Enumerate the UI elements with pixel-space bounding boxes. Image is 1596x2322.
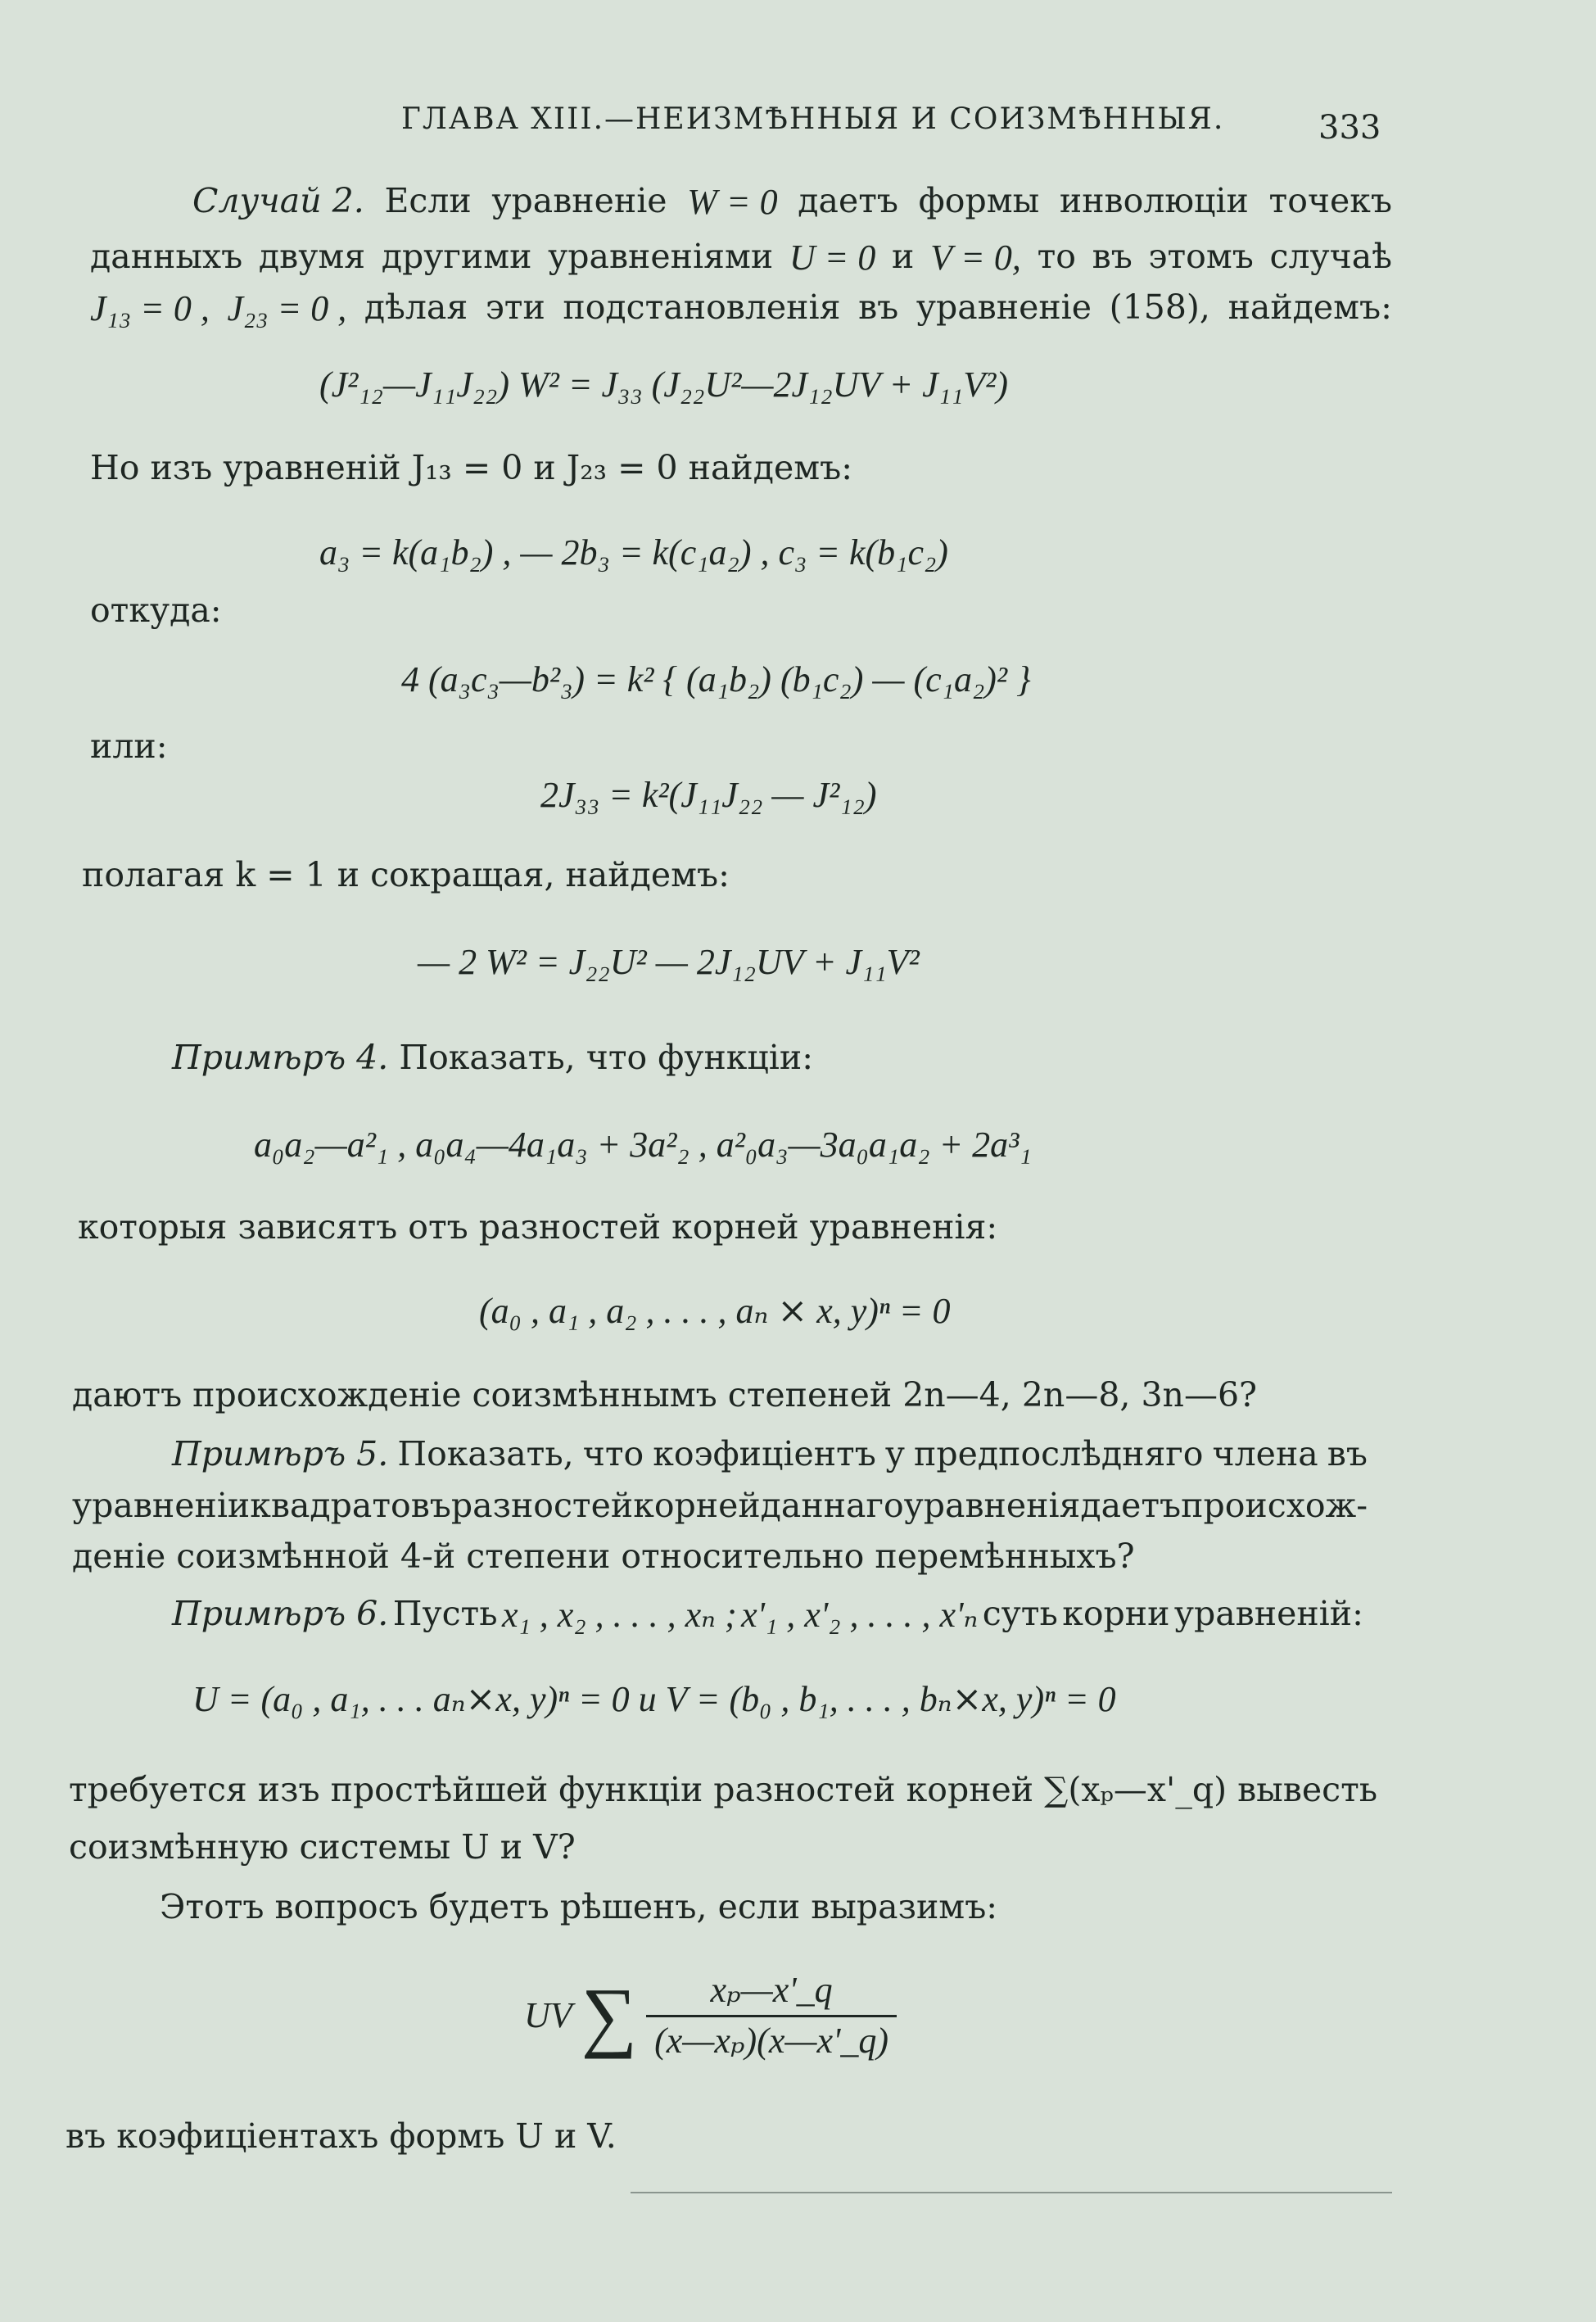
word: корней	[633, 1486, 761, 1525]
text-line: или:	[90, 726, 168, 766]
example5-line-3: деніе соизмѣнной 4-й степени относительно перемѣнныхъ?	[72, 1537, 1135, 1576]
word: что	[582, 1434, 644, 1473]
text-line: которыя зависятъ отъ разностей корней уравненія:	[78, 1207, 998, 1247]
running-header: ГЛАВА XIII.—НЕИЗМѢННЫЯ И СОИЗМѢННЫЯ.	[401, 102, 1225, 136]
word: предпослѣдняго	[914, 1434, 1204, 1473]
text-line: Но изъ уравненій J₁₃ = 0 и J₂₃ = 0 найдемъ:	[90, 448, 853, 487]
word: двумя	[258, 237, 366, 276]
case2-line-1	[192, 182, 1392, 224]
inline-formula: J₂₃ = 0 ,	[227, 288, 347, 328]
word: формы	[918, 181, 1040, 220]
text-line: требуется изъ простѣйшей функціи разностей корней ∑(xₚ—x'_q) вывесть	[69, 1770, 1378, 1809]
inline-formula: J₁₃ = 0 ,	[90, 288, 210, 328]
word: этомъ	[1148, 237, 1254, 276]
word: найдемъ:	[1228, 287, 1392, 327]
word: въ	[1092, 237, 1133, 276]
word: даетъ	[1080, 1486, 1182, 1525]
word: другими	[381, 237, 532, 276]
inline-formula: U = 0	[789, 238, 876, 278]
word: подстановленія	[563, 287, 841, 327]
word: члена	[1212, 1434, 1318, 1473]
page-number: 333	[1318, 109, 1381, 147]
inline-formula: W = 0	[687, 182, 778, 222]
text-line: даютъ происхожденіе соизмѣннымъ степеней 2n—4, 2n—8, 3n—6?	[72, 1375, 1258, 1414]
example5-line-1	[172, 1435, 1368, 1473]
word: суть	[982, 1594, 1058, 1633]
word: въ	[1327, 1434, 1368, 1473]
bottom-rule	[631, 2192, 1392, 2193]
word: (158),	[1109, 287, 1210, 327]
example6-label: Примѣръ 6.	[172, 1594, 389, 1633]
case2-label: Случай 2.	[192, 181, 364, 220]
word: уравненій:	[1173, 1594, 1363, 1633]
inline-formula: x₁ , x₂ , . . . , xₙ ;	[501, 1595, 737, 1635]
word: даетъ	[798, 181, 898, 220]
word: и	[892, 237, 915, 276]
formula-7: (a₀ , a₁ , a₂ , . . . , aₙ ⨯ x, y)ⁿ = 0	[479, 1291, 951, 1331]
text-line: соизмѣнную системы U и V?	[69, 1827, 576, 1867]
word: Пусть	[392, 1594, 498, 1633]
example4-text: Показать, что функціи:	[399, 1038, 814, 1077]
word: уравненіе	[491, 181, 667, 220]
word: Показать,	[397, 1434, 574, 1473]
fraction	[646, 1970, 897, 2062]
formula-4: 2J₃₃ = k²(J₁₁J₂₂ — J²₁₂)	[540, 775, 877, 815]
word: въ	[858, 287, 899, 327]
text-line: Этотъ вопросъ будетъ рѣшенъ, если выразимъ:	[160, 1887, 998, 1926]
word: коэфиціентъ	[653, 1434, 876, 1473]
example6-line-1	[172, 1595, 1363, 1636]
word: уравненія	[903, 1486, 1081, 1525]
formula-3: 4 (a₃c₃—b²₃) = k² { (a₁b₂) (b₁c₂) — (c₁a₂)² }	[401, 659, 1031, 699]
case2-line-3	[90, 288, 1392, 330]
word: даннаго	[760, 1486, 904, 1525]
word: Если	[384, 181, 472, 220]
formula-9	[524, 1970, 897, 2062]
sum-sign: ∑	[581, 1971, 638, 2059]
word: точекъ	[1268, 181, 1392, 220]
word: уравненіями	[548, 237, 774, 276]
word: уравненіе	[916, 287, 1092, 327]
example4-line	[172, 1039, 813, 1077]
word: корни	[1062, 1594, 1170, 1633]
word: случаѣ	[1269, 237, 1392, 276]
case2-line-2	[90, 238, 1392, 279]
formula-5: — 2 W² = J₂₂U² — 2J₁₂UV + J₁₁V²	[418, 942, 920, 982]
fraction-numerator: xₚ—x'_q	[646, 1970, 897, 2017]
word: уравненіи	[72, 1486, 251, 1525]
text-line: въ коэфиціентахъ формъ U и V.	[66, 2116, 617, 2156]
formula-prefix: UV	[524, 1994, 572, 2035]
word: инволюціи	[1059, 181, 1249, 220]
word: дѣлая	[364, 287, 468, 327]
formula-2: a₃ = k(a₁b₂) , — 2b₃ = k(c₁a₂) , c₃ = k(b₁c₂)	[319, 532, 948, 573]
fraction-denominator: (x—xₚ)(x—x'_q)	[654, 2020, 889, 2061]
word: разностей	[450, 1486, 634, 1525]
formula-8: U = (a₀ , a₁, . . . aₙ⨯x, y)ⁿ = 0 и V = (b₀ , b₁, . . . , bₙ⨯x, y)ⁿ = 0	[192, 1679, 1116, 1719]
formula-1: (J²₁₂—J₁₁J₂₂) W² = J₃₃ (J₂₂U²—2J₁₂UV + J₁₁V²)	[319, 364, 1009, 405]
example5-label: Примѣръ 5.	[172, 1434, 389, 1473]
word: то	[1037, 237, 1076, 276]
inline-formula: x'₁ , x'₂ , . . . , x'ₙ	[741, 1595, 979, 1635]
text-line: полагая k = 1 и сокращая, найдемъ:	[82, 855, 730, 894]
example4-label: Примѣръ 4.	[172, 1038, 389, 1077]
word: данныхъ	[90, 237, 243, 276]
word: происхож-	[1181, 1486, 1368, 1525]
formula-6: a₀a₂—a²₁ , a₀a₄—4a₁a₃ + 3a²₂ , a²₀a₃—3a₀a₁a₂ + 2a³₁	[254, 1125, 1032, 1165]
word: эти	[485, 287, 545, 327]
example5-line-2	[72, 1487, 1368, 1525]
word: квадратовъ	[250, 1486, 451, 1525]
word: у	[884, 1434, 905, 1473]
text-line: откуда:	[90, 591, 222, 630]
inline-formula: V = 0,	[930, 238, 1021, 278]
